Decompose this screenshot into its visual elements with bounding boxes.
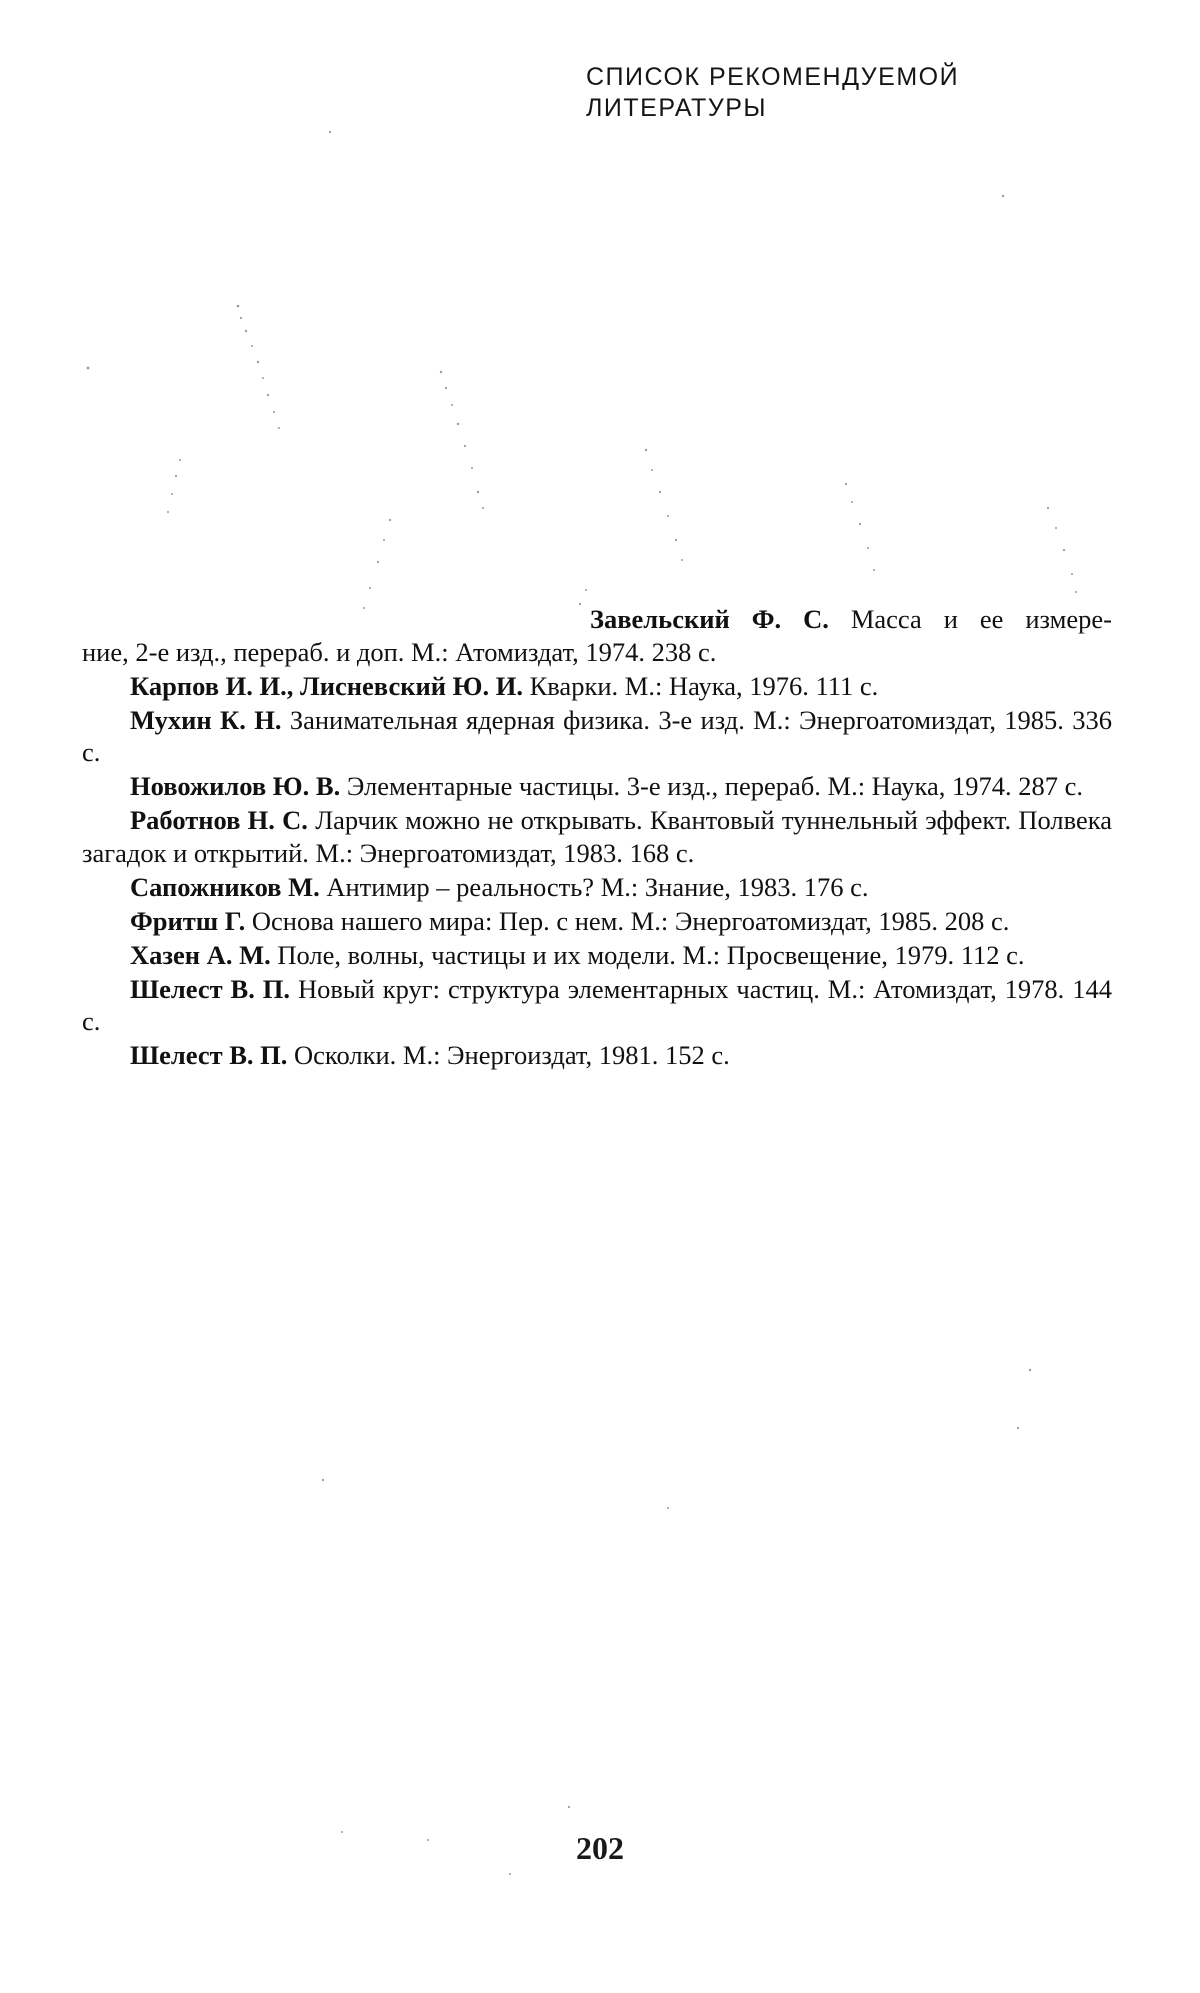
entry-text: Поле, волны, частицы и их модели. М.: Просвещение, 1979. 112 с. — [277, 939, 1025, 970]
entry-text: Антимир – реальность? М.: Знание, 1983. 176 с. — [326, 871, 869, 902]
bibliography-entry — [82, 1039, 1112, 1072]
bibliography-list — [82, 603, 1112, 1073]
entry-text: Кварки. М.: Наука, 1976. 111 с. — [529, 670, 879, 701]
entry-author: Карпов И. И., Лисневский Ю. И. — [130, 670, 523, 701]
entry-text: Занимательная ядерная физика. 3-е изд. М.: Энергоатомиздат, 1985. 336 с. — [82, 704, 1113, 767]
entry-text: Основа нашего мира: Пер. с нем. М.: Энергоатомиздат, 1985. 208 с. — [251, 905, 1010, 936]
page-heading — [586, 62, 1106, 124]
bibliography-entry — [82, 603, 1112, 668]
entry-author: Завельский Ф. С. — [590, 604, 829, 634]
entry-text: Масса и ее измере- — [850, 604, 1112, 634]
entry-first-line — [82, 603, 1112, 636]
bibliography-entry — [82, 871, 1112, 904]
entry-author: Шелест В. П. — [130, 1040, 288, 1070]
entry-author: Фритш Г. — [130, 905, 246, 936]
heading-line-2: ЛИТЕРАТУРЫ — [586, 94, 768, 122]
bibliography-entry — [82, 973, 1112, 1038]
page-number: 202 — [576, 1830, 624, 1866]
entry-text: Осколки. М.: Энергоиздат, 1981. 152 с. — [294, 1040, 730, 1070]
entry-text-continued: ние, 2-е изд., перераб. и доп. М.: Атомиздат, 1974. 238 с. — [82, 636, 717, 667]
entry-author: Сапожников М. — [130, 871, 320, 902]
entry-author: Работнов Н. С. — [130, 805, 308, 835]
bibliography-entry — [82, 770, 1112, 803]
entry-text: Элементарные частицы. 3-е изд., перераб. М.: Наука, 1974. 287 с. — [346, 771, 1083, 801]
entry-author: Новожилов Ю. В. — [130, 771, 341, 801]
entry-author: Мухин К. Н. — [130, 704, 282, 735]
bibliography-entry — [82, 804, 1112, 869]
entry-text: Ларчик можно не открывать. Квантовый туннельный эффект. Полвека загадок и открытий. М.: Энергоатомиздат, 1983. 168 с. — [82, 805, 1112, 868]
bibliography-entry — [82, 704, 1112, 769]
bibliography-entry — [82, 905, 1112, 938]
entry-author: Шелест В. П. — [130, 973, 290, 1004]
bibliography-entry — [82, 939, 1112, 972]
entry-text: Новый круг: структура элементарных частиц. М.: Атомиздат, 1978. 144 с. — [82, 973, 1112, 1036]
bibliography-entry — [82, 670, 1112, 703]
entry-author: Хазен А. М. — [130, 939, 271, 970]
heading-line-1: СПИСОК РЕКОМЕНДУЕМОЙ — [586, 63, 960, 91]
